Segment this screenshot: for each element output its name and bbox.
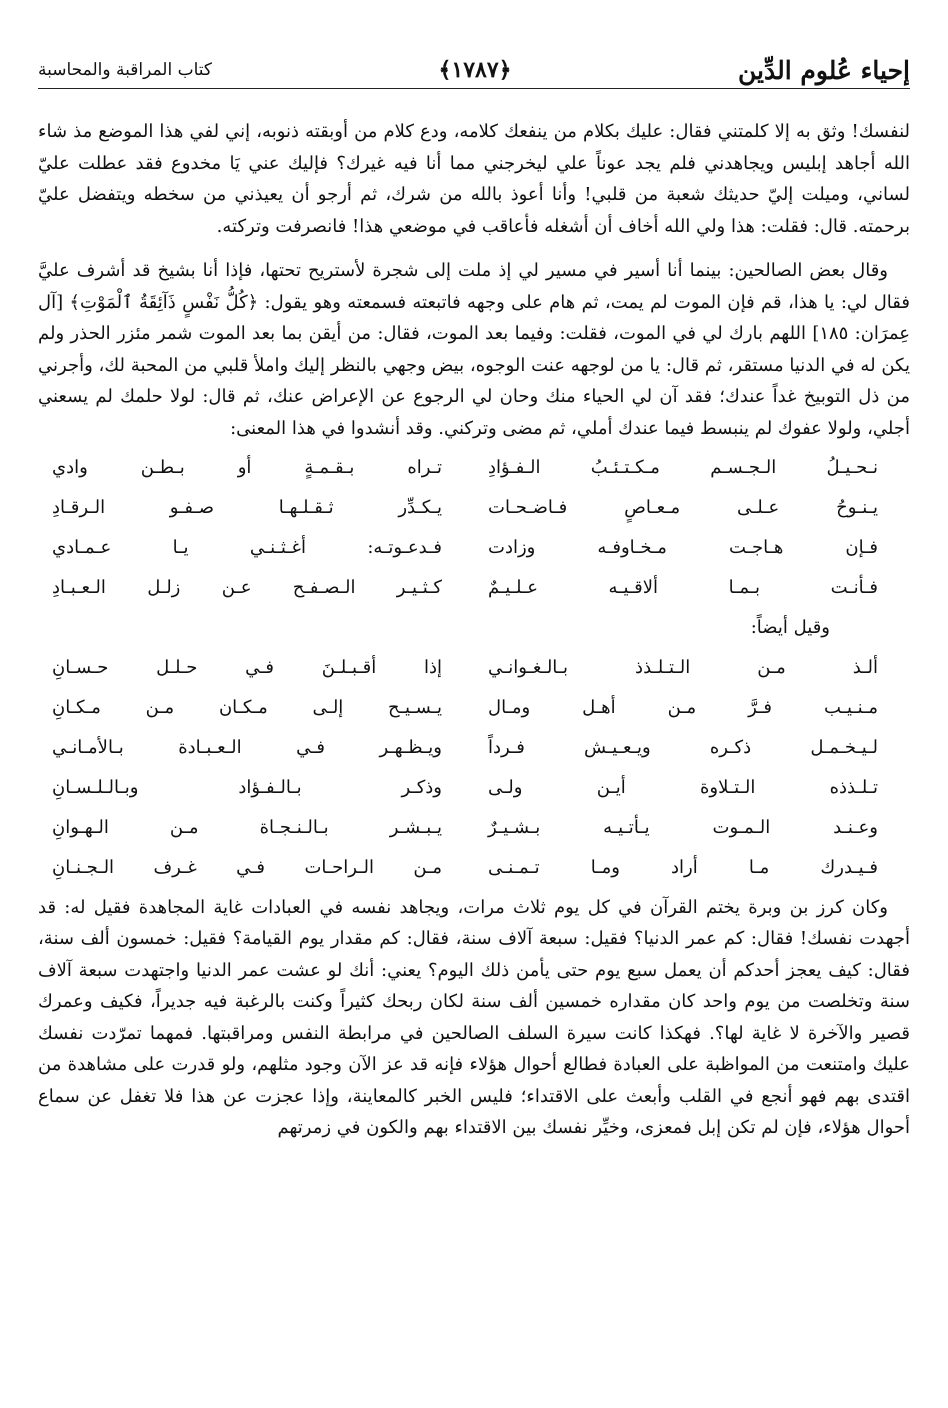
verse-line: [38, 648, 910, 688]
verse-hemistich-right: تـلـذذه الـتـلاوة أيـن ولـى: [488, 776, 878, 798]
verse-hemistich-right: ألـذ مـن الـتـلـذذ بـالـغـوانـي: [488, 656, 878, 678]
verse-line: [38, 568, 910, 608]
verse-hemistich-left: يـسـيـح إلـى مـكـان مـن مـكـانِ: [52, 696, 442, 718]
page-number: ﴿١٧٨٧﴾: [438, 57, 512, 83]
verse-hemistich-right: فـأنـت بـمـا ألاقـيـه عـلـيـمٌ: [488, 577, 878, 599]
verse-hemistich-right: يـنـوحُ عـلـى مـعـاصٍ فـاضـحـات: [488, 497, 878, 519]
verse-hemistich-left: وذكـر بـالـفـؤاد وبـالـلـسـانِ: [52, 776, 442, 798]
chapter-title: كتاب المراقبة والمحاسبة: [38, 60, 213, 80]
verse-line: [38, 768, 910, 808]
paragraph: وكان كرز بن وبرة يختم القرآن في كل يوم ثلاث مرات، ويجاهد نفسه في العبادات غاية المجاهدة فقيل له: قد أجهدت نفسك! فقال: كم عمر الدنيا؟ فقيل: سبعة آلاف سنة، فقال: كم مقدار يوم القيامة؟ فقيل: خمسون ألف سنة، فقال: كيف يعجز أحدكم أن يعمل سبع يوم حتى يأمن ذلك اليوم؟ يعني: أنك لو عشت عمر الدنيا واجتهدت سبعة آلاف سنة وتخلصت من يوم واحد كان مقداره خمسين ألف سنة لكان ربحك كثيراً وكنت بالرغبة فيه جديراً، فكيف وعمرك قصير والآخرة لا غاية لها؟. فهكذا كانت سيرة السلف الصالحين في مرابطة النفس ومراقبتها. فمهما تمرّدت نفسك عليك وامتنعت من المواظبة على العبادة فطالع أحوال هؤلاء فإنه قد عز الآن وجود مثلهم، ولو قدرت على مشاهدة من اقتدى بهم فهو أنجع في القلب وأبعث على الاقتداء؛ فليس الخبر كالمعاينة، وإذا عجزت عن هذا فلا تغفل عن سماع أحوال هؤلاء، فإن لم تكن إبل فمعزى، وخيِّر نفسك بين الاقتداء بهم والكون في زمرتهم: [38, 896, 910, 1138]
poem-intro: وقيل أيضاً:: [750, 617, 830, 638]
verse-line: [38, 728, 910, 768]
page-header: [38, 52, 910, 89]
verse-line: [38, 848, 910, 888]
verse-hemistich-right: فـيـدرك مـا أراد ومـا تـمـنـى: [488, 856, 878, 878]
verse-line: [38, 448, 910, 488]
poem: [38, 648, 910, 888]
book-title: إحياء عُلوم الدِّين: [738, 55, 910, 85]
verse-hemistich-left: ويـظـهـر فـي الـعـبـادة بـالأمـانـي: [52, 736, 442, 758]
verse-hemistich-left: كـثـيـر الـصـفـح عـن زلـل الـعـبـادِ: [52, 577, 442, 599]
verse-hemistich-right: لـيـخـمـل ذكـره ويـعـيـش فـرداً: [488, 736, 878, 758]
page-content: [38, 116, 910, 1144]
verse-hemistich-right: مـنـيـب فـرَّ مـن أهـل ومـال: [488, 696, 878, 718]
verse-hemistich-left: يـكـدِّر ثـقـلـهـا صـفـو الـرقـادِ: [52, 497, 442, 519]
verse-line: [38, 688, 910, 728]
paragraph: لنفسك! وثق به إلا كلمتني فقال: عليك بكلام من ينفعك كلامه، ودع كلام من أوبقته ذنوبه، إني لفي هذا الموضع مذ شاء الله أجاهد إبليس ويجاهدني فلم يجد عوناً علي ليخرجني مما أنا فيه غيرك؟ فإليك عني يَا مخدوع فقد عطلت عليّ لساني، وميلت إليّ حديثك شعبة من قلبي! وأنا أعوذ بالله من شرك، ثم أرجو أن يعيذني من سخطه ويتفضل عليّ برحمته. قال: فقلت: هذا ولي الله أخاف أن أشغله فأعاقب في موضعي هذا! فانصرفت وتركته.: [38, 121, 910, 237]
verse-hemistich-right: نـحـيـلُ الـجـسـم مـكـتـئـبُ الـفـؤادِ: [488, 457, 878, 479]
verse-hemistich-right: وعـنـد الـمـوت يـأتـيـه بـشـيـرٌ: [488, 816, 878, 838]
verse-hemistich-left: مـن الـراحـات فـي غـرف الـجـنـانِ: [52, 856, 442, 878]
verse-line: [38, 528, 910, 568]
poem: [38, 448, 910, 608]
verse-hemistich-left: فـدعـوتـه: أغـثـنـي يـا عـمـادي: [52, 537, 442, 559]
verse-hemistich-right: فـإن هـاجـت مـخـاوفـه وزادت: [488, 537, 878, 559]
verse-hemistich-left: تـراه بـقـمـةٍ أو بـطـن وادي: [52, 457, 442, 479]
verse-hemistich-left: يـبـشـر بـالـنـجـاة مـن الـهـوانِ: [52, 816, 442, 838]
verse-line: [38, 808, 910, 848]
paragraph: وقال بعض الصالحين: بينما أنا أسير في مسير لي إذ ملت إلى شجرة لأستريح تحتها، فإذا أنا بشيخ قد أشرف عليَّ فقال لي: يا هذا، قم فإن الموت لم يمت، ثم هام على وجهه فاتبعته فسمعته وهو يقول: ﴿كُلُّ نَفْسٍ ذَآئِقَةُ ٱلْمَوْتِ﴾ [آل عِمرَان: ١٨٥] اللهم بارك لي في الموت، فقلت: وفيما بعد الموت، فقال: من أيقن بما بعد الموت شمر مئزر الحذر ولم يكن له في الدنيا مستقر، ثم قال: يا من لوجهه عنت الوجوه، بيض وجهي بالنظر إليك واملأ قلبي من المحبة لك، وأجرني من ذل التوبيخ غداً عندك؛ فقد آن لي الحياء منك وحان لي الرجوع عن الإعراض عنك، ثم قال: لولا حلمك لم يسعني أجلي، ولولا عفوك لم ينبسط فيما عندك أملي، ثم مضى وتركني. وقد أنشدوا في هذا المعنى:: [38, 260, 910, 439]
verse-line: [38, 488, 910, 528]
verse-hemistich-left: إذا أقـبـلـنَ فـي حـلـل حـسـانِ: [52, 656, 442, 678]
